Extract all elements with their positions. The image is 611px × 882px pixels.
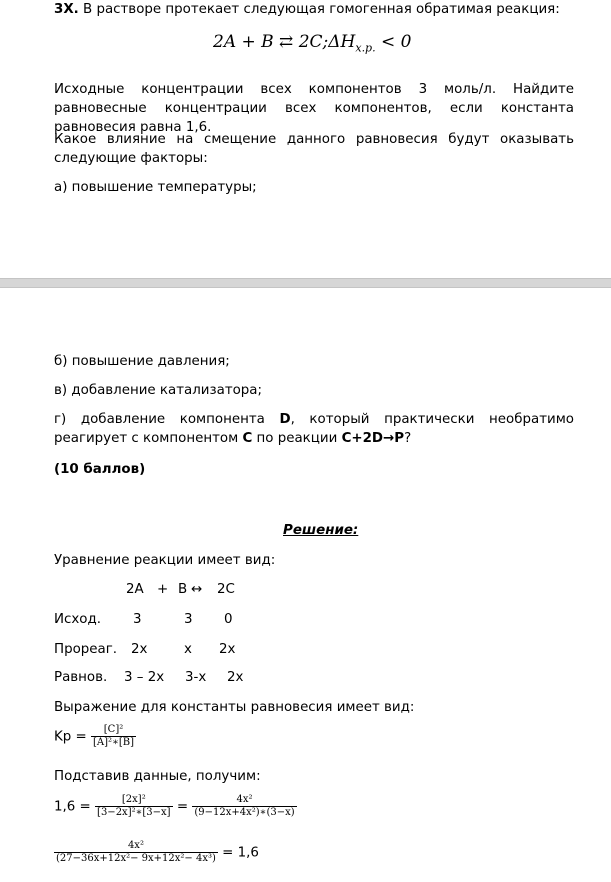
formula-1-denominator: [3−2x]²∗[3−x] <box>97 807 171 818</box>
table-header-plus: + <box>157 582 169 597</box>
factor-g <box>54 410 574 448</box>
row-equilibrium-c: 2x <box>227 670 244 685</box>
row-equilibrium-a: 3 – 2x <box>124 670 165 685</box>
equilibrium-arrow-icon: ⇄ <box>279 32 294 52</box>
row-reacted-c: 2x <box>219 642 236 657</box>
page-1 <box>0 0 611 278</box>
row-reacted-label: Прореаг. <box>54 642 117 657</box>
factor-g-text-1: г) добавление компонента <box>54 412 280 427</box>
task-question: Какое влияние на смещение данного равновесия будут оказывать следующие факторы: <box>54 132 574 166</box>
formula-line-1 <box>54 794 297 819</box>
factor-g-text-4: ? <box>404 431 412 446</box>
table-header-2c: 2C <box>217 582 235 597</box>
equation-subscript: х.р. <box>355 41 376 55</box>
formula-2-denominator: (9−12x+4x²)∗(3−x) <box>194 807 295 818</box>
kp-denominator: [A]²∗[B] <box>93 737 135 748</box>
formula-3-fraction <box>54 840 218 865</box>
task-intro-line <box>54 0 560 19</box>
table-header-b: B <box>178 582 188 597</box>
kp-fraction <box>91 724 136 749</box>
equation-intro: Уравнение реакции имеет вид: <box>54 553 276 568</box>
page-separator <box>0 278 611 288</box>
substitution-intro: Подставив данные, получим: <box>54 769 261 784</box>
solution-heading: Решение: <box>283 523 359 538</box>
page-2 <box>0 288 611 882</box>
task-condition: Исходные концентрации всех компонентов 3 моль/л. Найдите равновесные концентрации всех компонентов, если константа равновесия равна 1,6. <box>54 82 574 135</box>
formula-1-label: 1,6 = <box>54 799 91 815</box>
factor-g-reaction: С+2D→P <box>341 431 405 446</box>
factor-b: б) повышение давления; <box>54 354 230 369</box>
row-equilibrium-label: Равнов. <box>54 670 108 685</box>
kp-intro: Выражение для константы равновесия имеет вид: <box>54 700 415 715</box>
task-number: 3Х. <box>54 2 79 17</box>
reaction-equation <box>213 33 411 57</box>
double-arrow-icon: ↔ <box>191 582 203 597</box>
row-initial-a: 3 <box>133 612 142 627</box>
row-reacted-a: 2x <box>131 642 148 657</box>
factor-g-text-3: по реакции <box>252 431 342 446</box>
row-initial-b: 3 <box>184 612 193 627</box>
kp-expression <box>54 724 136 749</box>
row-initial-c: 0 <box>224 612 233 627</box>
row-equilibrium-b: 3-x <box>185 670 207 685</box>
formula-2-fraction <box>192 794 296 819</box>
factor-v: в) добавление катализатора; <box>54 383 263 398</box>
factor-g-text-2: , который практически необратимо реагирует с компонентом <box>54 412 574 446</box>
formula-line-2 <box>54 840 259 865</box>
equation-tail: < 0 <box>381 32 412 52</box>
formula-1-fraction <box>95 794 173 819</box>
row-initial-label: Исход. <box>54 612 102 627</box>
formula-2-numerator: 4x² <box>236 794 253 805</box>
equation-right: 2C;ΔH <box>298 32 356 52</box>
factor-g-component-c: С <box>242 431 253 446</box>
equation-left: 2A + B <box>213 32 274 52</box>
kp-label: Kp = <box>54 729 87 745</box>
formula-1-equals: = <box>176 799 189 815</box>
points: (10 баллов) <box>54 462 146 477</box>
task-intro: В растворе протекает следующая гомогенная обратимая реакция: <box>83 2 560 17</box>
table-header-2a: 2A <box>126 582 144 597</box>
factor-g-component-d: D <box>279 412 291 427</box>
row-reacted-b: x <box>184 642 192 657</box>
factor-a: а) повышение температуры; <box>54 180 257 195</box>
formula-3-denominator: (27−36x+12x²− 9x+12x²− 4x³) <box>56 853 216 864</box>
formula-3-tail: = 1,6 <box>222 845 259 861</box>
kp-numerator: [C]² <box>103 724 124 735</box>
formula-3-numerator: 4x² <box>127 840 144 851</box>
formula-1-numerator: [2x]² <box>121 794 146 805</box>
